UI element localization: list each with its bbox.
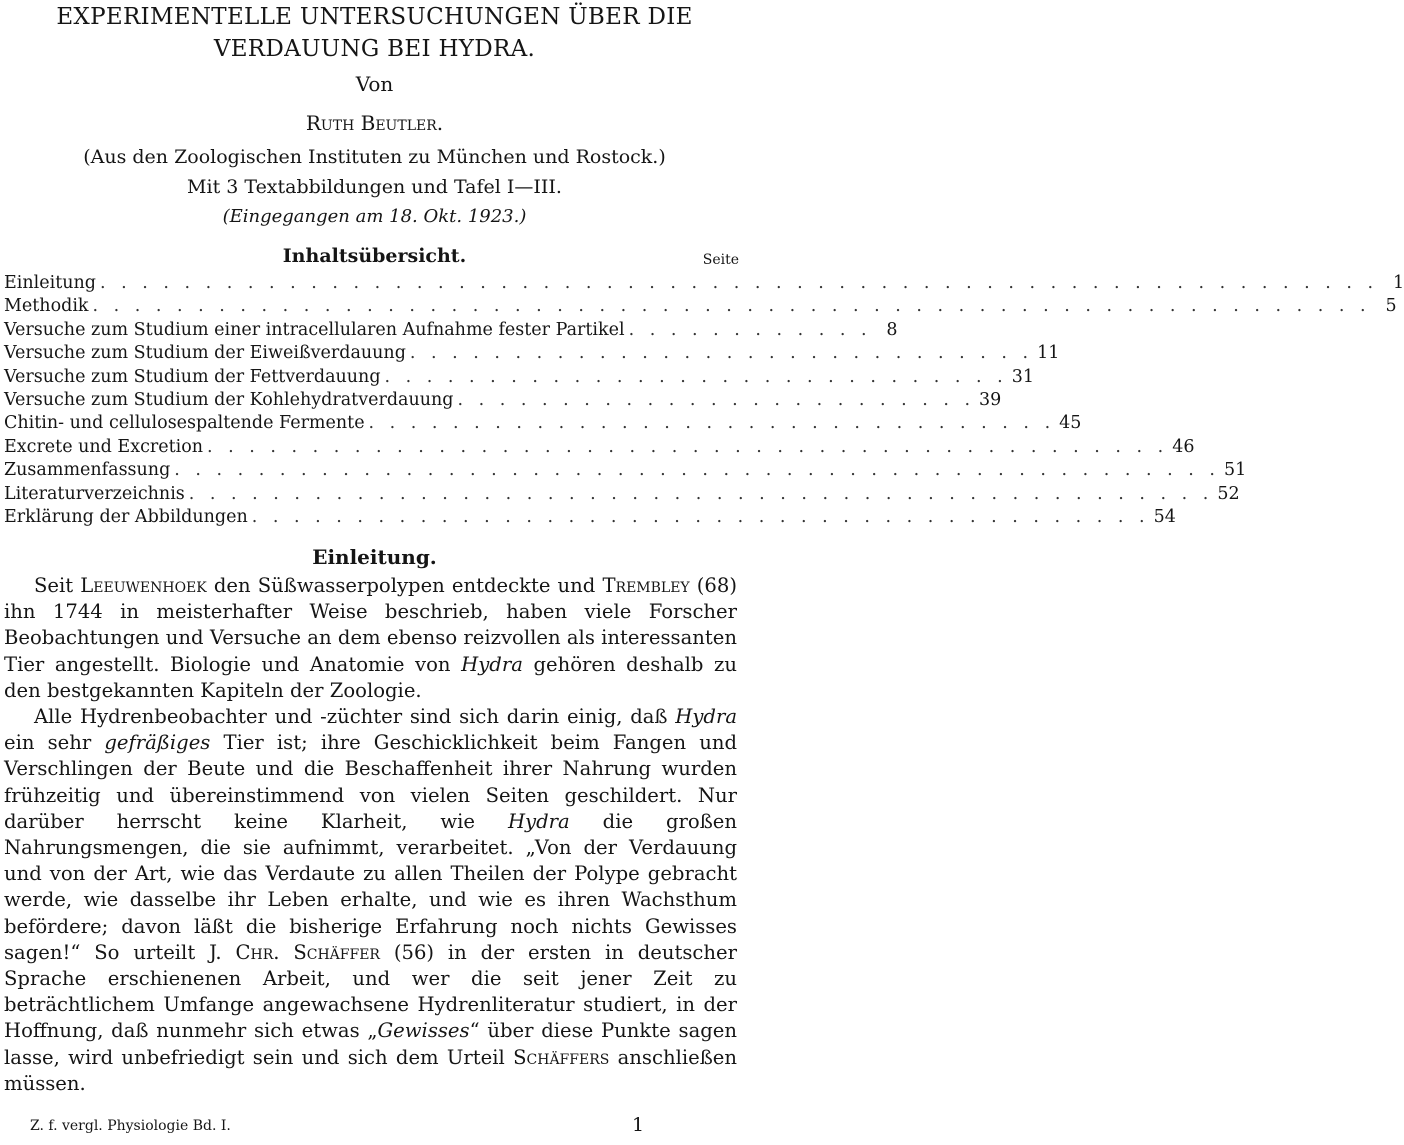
toc-entry-page: 46 [1172,436,1195,457]
toc-entry-page: 51 [1224,460,1247,481]
toc-entry [4,506,1176,530]
toc-entry [4,366,1034,390]
author-name-leeuwenhoek: Leeuwenhoek [80,574,207,597]
text-run: den Süßwasserpolypen entdeckte und [206,574,603,597]
taxon-name: Hydra [507,809,570,833]
toc-entry-page: 39 [979,389,1002,410]
text-run: (56) in der ersten in deutscher Sprache erschienenen Arbeit, und wer die seit jener Zeit zu beträchtlichem Umfange angewachsene Hydrenliteratur studiert, in der Hoffnung, daß nunmehr sich etwas „ [4,940,737,1043]
toc-entry-page: 5 [1385,296,1397,317]
toc-entry-page: 54 [1153,506,1176,527]
toc-leader-dots: . . . . . . . . . . . . . . . . . . . . . . . . . . . . . . [384,366,1008,387]
toc-entry [4,483,1240,507]
toc-entry-page: 31 [1011,366,1034,387]
author-name-schaeffers: Schäffers [513,1045,610,1069]
toc-entry-page: 8 [886,319,898,340]
toc-entry [4,460,1247,483]
text-run: die großen Nahrungsmengen, die sie aufnimmt, verarbeitet. „Von der Verdauung und von der Art, wie das Verdaute zu allen Theilen der Polype gebracht werde, wie dasselbe ihr Leben erhalte, und wie es ihren Wachsthum befördere; davon läßt die bisherige Erfahrung noch nichts Gewisses sagen!“ So urteilt [4,809,737,964]
text-run: ein sehr [4,731,105,755]
toc-leader-dots: . . . . . . . . . . . . . . . . . . . . . . . . . [457,389,976,410]
toc-entry-label: Einleitung [4,273,96,293]
toc-entry-page: 45 [1059,413,1082,434]
toc-leader-dots: . . . . . . . . . . . . . . . . . . . . . . . . . . . . . . . . . . . . . . . . . . . [251,506,1150,527]
toc-entry-label: Versuche zum Studium der Kohlehydratverdauung [4,389,454,410]
toc-leader-dots: . . . . . . . . . . . . . . . . . . . . . . . . . . . . . . [409,343,1034,364]
toc-entry-label: Chitin- und cellulosespaltende Fermente [4,413,365,434]
table-of-contents [4,273,1404,530]
toc-entry-label: Versuche zum Studium der Eiweißverdauung [4,343,406,364]
toc-leader-dots: . . . . . . . . . . . . . . . . . . . . . . . . . . . . . . . . . [368,413,1056,434]
plates-line: Mit 3 Textabbildungen und Tafel I—III. [187,176,562,198]
toc-entry [4,319,898,343]
toc-entry-page: 11 [1037,343,1060,364]
text-run: gehören deshalb zu den bestgekannten Kapiteln der Zoologie. [4,652,737,702]
journal-footer: Z. f. vergl. Physiologie Bd. I. [30,1118,231,1134]
section-heading: Einleitung. [312,545,437,569]
taxon-name: Hydra [675,705,737,729]
body-text [4,573,737,1097]
text-run: anschließen müssen. [4,1045,738,1095]
author-name-schaeffer: J. Chr. Schäffer [209,940,380,964]
institutes-line: (Aus den Zoologischen Instituten zu München und Rostock.) [83,146,666,168]
taxon-name: Hydra [461,652,523,676]
emphasis: Gewisses [377,1019,470,1043]
emphasis: gefräßiges [104,731,211,755]
paragraph [4,573,737,704]
toc-entry [4,389,1002,413]
text-run: “ über diese Punkte sagen lasse, wird unbefriedigt sein und sich dem Urteil [4,1019,738,1069]
page-number: 1 [632,1114,645,1136]
text-run: Tier ist; ihre Geschicklichkeit beim Fangen und Verschlingen der Beute und die Beschaffenheit ihrer Nahrung wurden frühzeitig und übereinstimmend von vielen Seiten geschildert. Nur darüber herrscht keine Klarheit, wie [4,731,738,833]
toc-entry-label: Literaturverzeichnis [4,483,185,504]
toc-entry [4,436,1195,460]
paragraph [4,704,737,1097]
author-name: Ruth Beutler. [305,111,444,135]
toc-leader-dots: . . . . . . . . . . . . . . . . . . . . . . . . . . . . . . . . . . . . . . . . . . . . . . . . . . [174,460,1220,481]
text-run: Alle Hydrenbeobachter und -züchter sind sich darin einig, daß [34,705,676,729]
toc-entry [4,296,1397,319]
text-run: (68) ihn 1744 in meisterhafter Weise beschrieb, haben viele Forscher Beobachtungen und Versuche an dem ebenso reizvollen als interessanten Tier angestellt. Biologie und Anatomie von [4,574,737,676]
received-date: (Eingegangen am 18. Okt. 1923.) [222,206,527,227]
toc-entry-label: Methodik [4,296,89,317]
toc-entry-label: Erklärung der Abbildungen [4,506,248,527]
toc-entry-label: Versuche zum Studium einer intracellularen Aufnahme fester Partikel [4,319,625,340]
toc-leader-dots: . . . . . . . . . . . . . . . . . . . . . . . . . . . . . . . . . . . . . . . . . . . . . . . . . . . . . . . . . . . . . [99,273,1379,293]
toc-entry-label: Versuche zum Studium der Fettverdauung [4,366,381,387]
article-title-line-1: EXPERIMENTELLE UNTERSUCHUNGEN ÜBER DIE [56,4,693,30]
toc-leader-dots: . . . . . . . . . . . . [628,319,872,340]
toc-entry [4,413,1082,436]
article-title-line-2: VERDAUUNG BEI HYDRA. [213,36,536,62]
toc-page-column-label: Seite [702,252,739,268]
toc-entry-label: Zusammenfassung [4,460,171,481]
toc-entry [4,343,1060,366]
author-name-trembley: Trembley [602,574,690,597]
toc-entry-label: Excrete und Excretion [4,436,204,457]
toc-entry-page: 1 [1392,273,1404,293]
toc-entry-page: 52 [1217,483,1240,504]
byline-von: Von [355,72,394,96]
toc-leader-dots: . . . . . . . . . . . . . . . . . . . . . . . . . . . . . . . . . . . . . . . . . . . . . . [207,436,1169,457]
toc-heading: Inhaltsübersicht. [282,245,467,267]
toc-leader-dots: . . . . . . . . . . . . . . . . . . . . . . . . . . . . . . . . . . . . . . . . . . . . . . . . . [188,483,1214,504]
toc-leader-dots: . . . . . . . . . . . . . . . . . . . . . . . . . . . . . . . . . . . . . . . . . . . . . . . . . . . . . . . . . . . . . [92,296,1371,317]
text-run: Seit [34,574,81,597]
toc-entry [4,273,1404,296]
